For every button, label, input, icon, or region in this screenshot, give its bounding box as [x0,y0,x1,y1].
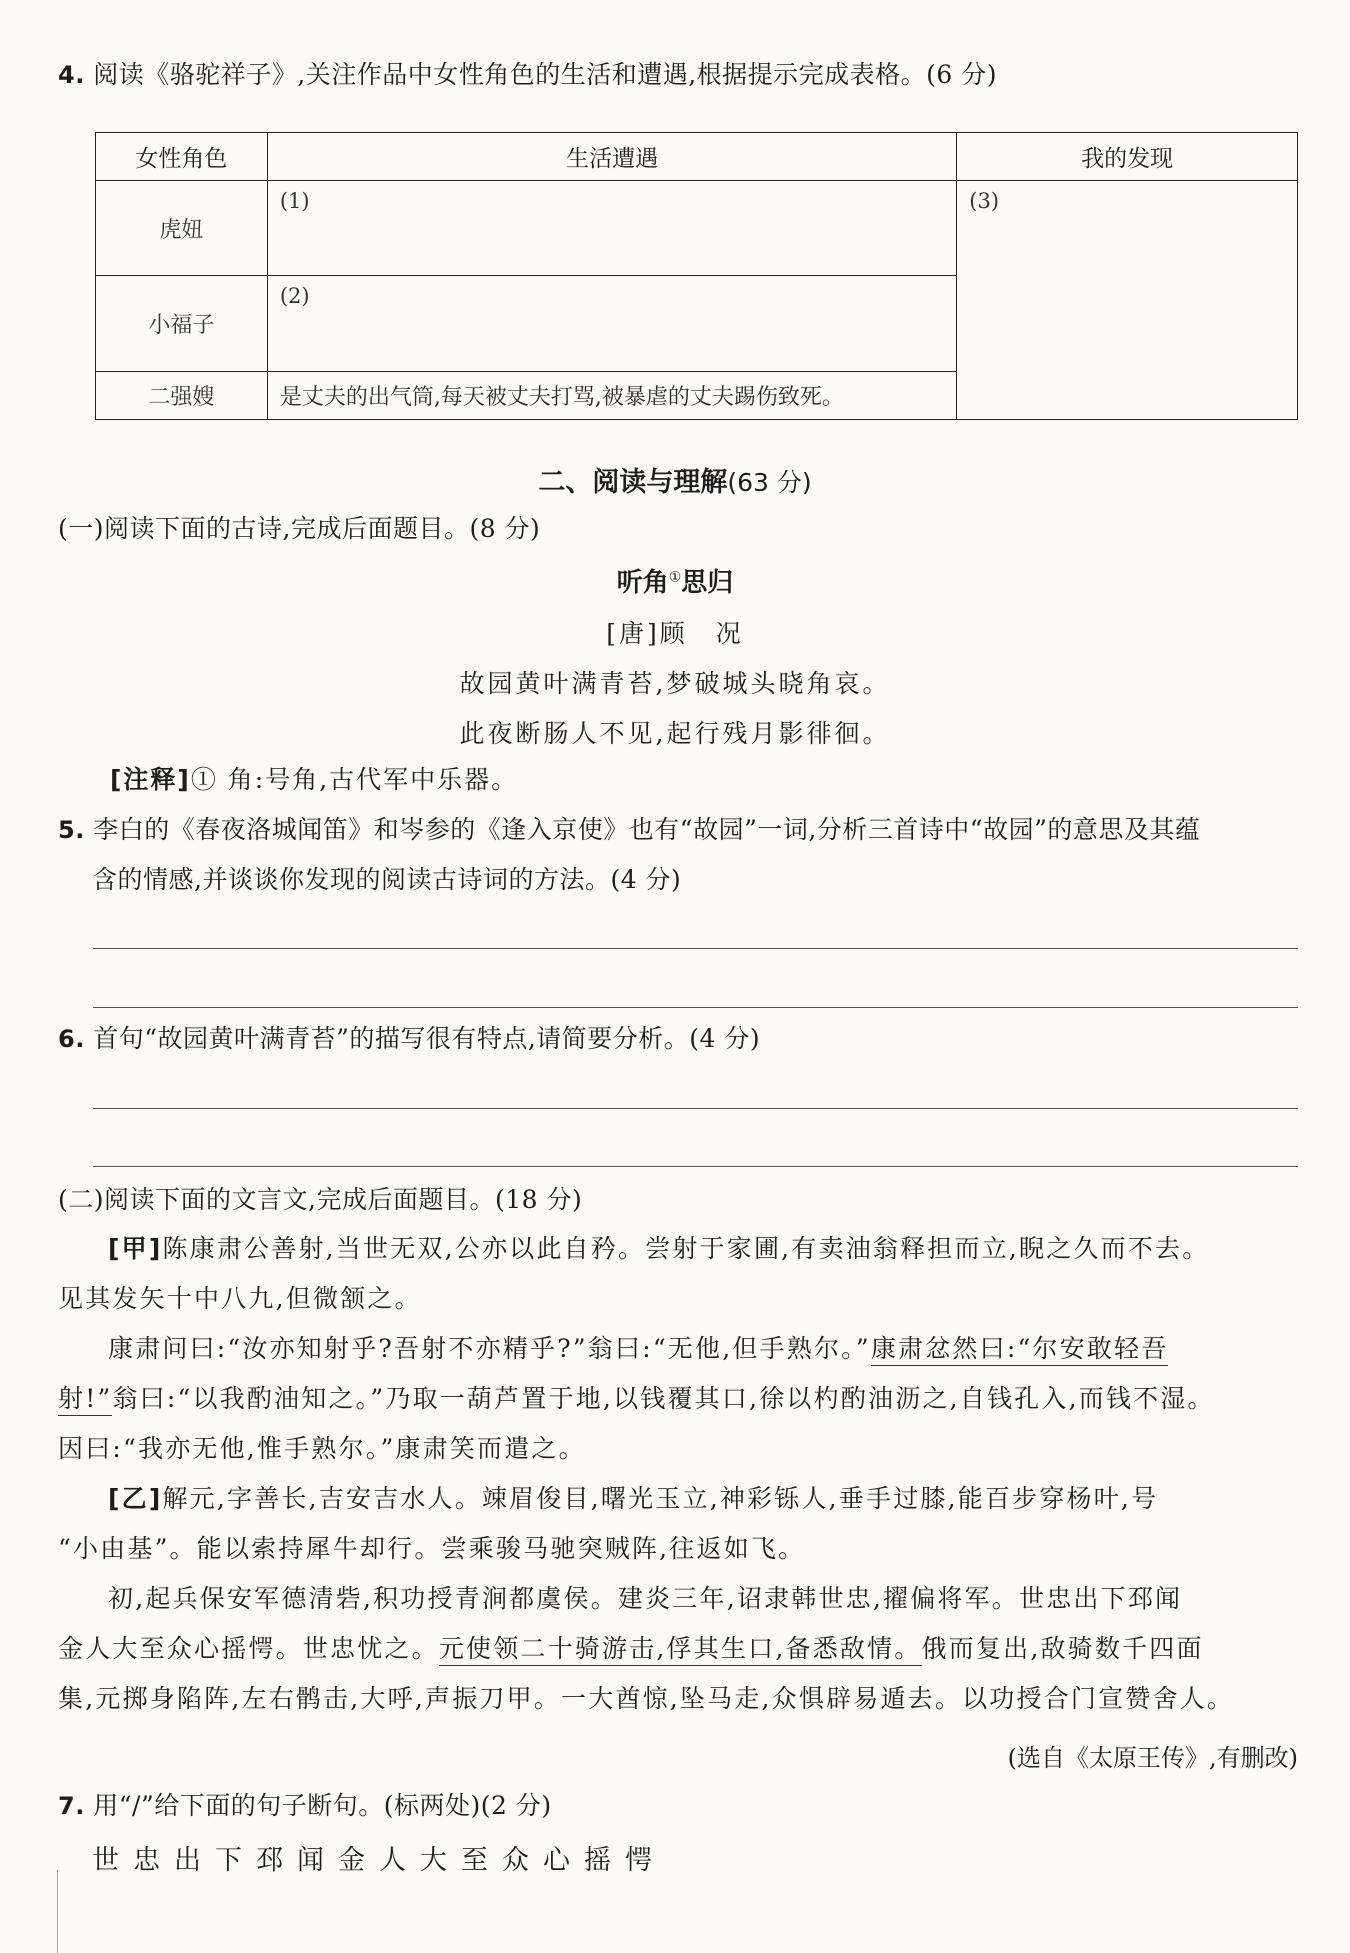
source-note: (选自《太原王传》,有删改) [1007,1744,1298,1772]
answer-cell[interactable] [267,181,956,276]
yi-line: 集,元掷身陷阵,左右鹘击,大呼,声振刀甲。一大酋惊,坠马走,众惧辟易遁去。以功授合门宣赞舍人。 [58,1684,1235,1713]
classical-text [58,1224,1308,1724]
punctuation-sentence[interactable]: 世忠出下邳闻金人大至众心摇愕 [92,1845,666,1876]
role-cell: 小福子 [96,276,268,372]
note-text: ① 角:号角,古代军中乐器。 [190,765,519,794]
poem-author: [唐]顾 况 [606,619,744,648]
header-life: 生活遭遇 [267,133,956,181]
note [110,763,518,797]
underlined-sentence: 射!” [58,1384,112,1416]
blank-label: (1) [279,189,310,213]
answer-line[interactable] [93,948,1298,949]
blank-label: (3) [969,189,1000,213]
jia-line: 因曰:“我亦无他,惟手熟尔。”康肃笑而遣之。 [58,1434,586,1463]
jia-line: [甲]陈康肃公善射,当世无双,公亦以此自矜。尝射于家圃,有卖油翁释担而立,睨之久而不去。 [108,1234,1210,1263]
underlined-sentence: 康肃忿然曰:“尔安敢轻吾 [871,1334,1169,1366]
question-number: 4. [58,61,85,89]
question-4 [58,58,997,92]
question-6: 6. 首句“故园黄叶满青苔”的描写很有特点,请简要分析。(4 分) [58,1024,761,1053]
section-title: 二、阅读与理解(63 分) [538,467,812,498]
yi-line: 金人大至众心摇愕。世忠忧之。元使领二十骑游击,俘其生口,备悉敌情。俄而复出,敌骑数千四面 [58,1624,1308,1674]
underlined-sentence: 元使领二十骑游击,俘其生口,备悉敌情。 [439,1634,922,1666]
yi-label: [乙] [108,1484,163,1513]
blank-label: (2) [279,284,310,308]
question-5-cont: 含的情感,并谈谈你发现的阅读古诗词的方法。(4 分) [92,865,682,894]
jia-line: 见其发矢十中八九,但微颔之。 [58,1284,422,1313]
header-role: 女性角色 [96,133,268,181]
question-5: 5. 李白的《春夜洛城闻笛》和岑参的《逢入京使》也有“故园”一词,分析三首诗中“故园”的意思及其蕴 [58,815,1201,844]
life-cell: 是丈夫的出气筒,每天被丈夫打骂,被暴虐的丈夫踢伤致死。 [267,372,956,420]
discovery-cell[interactable] [957,181,1298,420]
jia-line: 康肃问曰:“汝亦知射乎?吾射不亦精乎?”翁曰:“无他,但手熟尔。”康肃忿然曰:“尔安敢轻吾 [58,1324,1308,1374]
part2-intro: (二)阅读下面的文言文,完成后面题目。(18 分) [58,1185,583,1214]
poem-line: 故园黄叶满青苔,梦破城头晓角哀。 [459,669,891,698]
jia-line: 射!”翁曰:“以我酌油知之。”乃取一葫芦置于地,以钱覆其口,徐以杓酌油沥之,自钱孔入,而钱不湿。 [58,1374,1308,1424]
yi-line: “小由基”。能以索持犀牛却行。尝乘骏马驰突贼阵,往返如飞。 [58,1534,806,1563]
yi-line: 初,起兵保安军德清砦,积功授青涧都虞侯。建炎三年,诏隶韩世忠,擢偏将军。世忠出下邳闻 [108,1584,1183,1613]
table-row [96,181,1298,276]
answer-line[interactable] [93,1166,1298,1167]
character-table [95,132,1298,420]
role-cell: 虎妞 [96,181,268,276]
role-cell: 二强嫂 [96,372,268,420]
poem-line: 此夜断肠人不见,起行残月影徘徊。 [459,719,891,748]
header-discovery: 我的发现 [957,133,1298,181]
question-text: 阅读《骆驼祥子》,关注作品中女性角色的生活和遭遇,根据提示完成表格。(6 分) [93,60,998,89]
answer-cell[interactable] [267,276,956,372]
part1-intro: (一)阅读下面的古诗,完成后面题目。(8 分) [58,514,541,543]
answer-line[interactable] [93,1108,1298,1109]
jia-label: [甲] [108,1234,163,1263]
yi-line: [乙]解元,字善长,吉安吉水人。竦眉俊目,曙光玉立,神彩铄人,垂手过膝,能百步穿杨叶,号 [108,1484,1159,1513]
note-label: [注释] [110,765,191,794]
poem-title: 听角①思归 [616,568,734,598]
answer-line[interactable] [93,1007,1298,1008]
table-header-row [96,133,1298,181]
question-7: 7. 用“/”给下面的句子断句。(标两处)(2 分) [58,1791,552,1820]
margin-line [57,1870,58,1953]
